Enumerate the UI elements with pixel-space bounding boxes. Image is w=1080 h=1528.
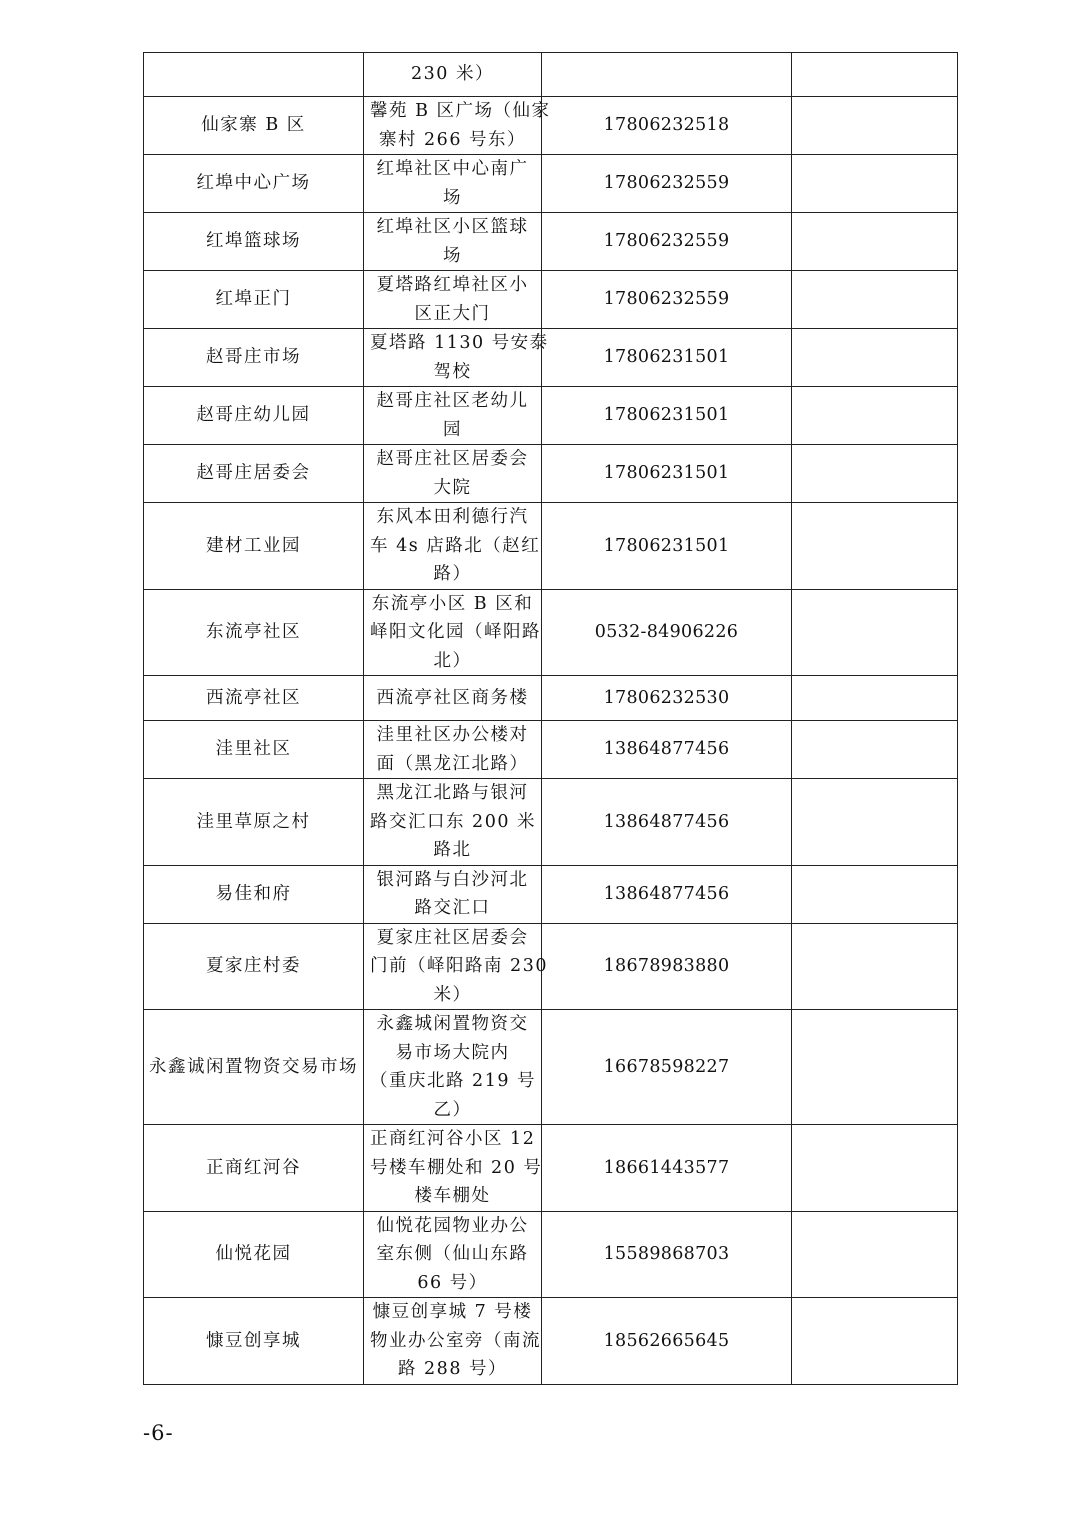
location-table [143, 52, 958, 1385]
note-cell [792, 1125, 958, 1212]
address-cell [364, 503, 542, 590]
address-line: 场 [443, 187, 462, 208]
address-line: 夏塔路红埠社区小 [376, 275, 529, 295]
table-row [144, 503, 958, 590]
table-body [144, 53, 958, 1385]
table-row [144, 1211, 958, 1298]
phone-cell: 17806231501 [542, 387, 792, 445]
address-line: 北） [433, 650, 472, 671]
address-line: 大院 [433, 477, 472, 498]
table-row [144, 387, 958, 445]
address-cell [364, 589, 542, 676]
note-cell [792, 1298, 958, 1385]
table-row [144, 53, 958, 97]
note-cell [792, 779, 958, 866]
phone-cell: 17806232530 [542, 676, 792, 721]
note-cell [792, 387, 958, 445]
phone-cell: 17806231501 [542, 329, 792, 387]
address-line: 驾校 [433, 361, 472, 382]
address-cell [364, 779, 542, 866]
address-cell [364, 97, 551, 155]
site-name-cell [144, 53, 364, 97]
table-row [144, 923, 958, 1010]
address-cell [364, 676, 542, 721]
address-line: 场 [443, 245, 462, 266]
table-row [144, 589, 958, 676]
address-line: 园 [443, 419, 462, 440]
address-cell [364, 865, 542, 923]
note-cell [792, 271, 958, 329]
phone-cell: 13864877456 [542, 779, 792, 866]
phone-cell: 0532-84906226 [542, 589, 792, 676]
address-line: 夏塔路 1130 号安泰 [370, 333, 549, 353]
phone-cell: 17806232559 [542, 213, 792, 271]
address-line: 寨村 266 号东） [378, 129, 527, 150]
address-line: 区正大门 [414, 303, 491, 324]
address-line: 赵哥庄社区老幼儿 [376, 391, 529, 411]
page-number: -6- [143, 1421, 174, 1445]
address-line: 黑龙江北路与银河 [376, 783, 529, 803]
address-line: 峄阳文化园（峄阳路 [370, 622, 541, 642]
phone-cell: 15589868703 [542, 1211, 792, 1298]
address-line: 仙悦花园物业办公 [376, 1215, 529, 1236]
address-line: 红埠社区中心南广 [376, 159, 529, 179]
address-cell [364, 1010, 542, 1125]
address-line: 易市场大院内 [395, 1042, 510, 1063]
phone-cell: 17806232559 [542, 271, 792, 329]
site-name-cell: 易佳和府 [144, 865, 364, 923]
phone-cell: 18661443577 [542, 1125, 792, 1212]
address-line: 车 4s 店路北（赵红 [370, 535, 541, 556]
phone-cell: 17806232559 [542, 155, 792, 213]
address-line: 门前（峄阳路南 230 [370, 956, 548, 976]
site-name-cell: 夏家庄村委 [144, 923, 364, 1010]
phone-cell: 18678983880 [542, 923, 792, 1010]
address-line: 乙） [433, 1099, 472, 1120]
address-line: 永鑫城闲置物资交 [376, 1014, 529, 1034]
phone-cell: 18562665645 [542, 1298, 792, 1385]
address-line: 路交汇口东 200 米 [370, 811, 537, 832]
note-cell [792, 155, 958, 213]
note-cell [792, 589, 958, 676]
address-cell [364, 1125, 542, 1212]
phone-cell: 13864877456 [542, 721, 792, 779]
site-name-cell: 仙家寨 B 区 [144, 97, 364, 155]
table-row [144, 1298, 958, 1385]
address-cell [364, 155, 542, 213]
note-cell [792, 97, 958, 155]
note-cell [792, 329, 958, 387]
address-cell [364, 1298, 542, 1385]
site-name-cell: 慷豆创享城 [144, 1298, 364, 1385]
address-cell [364, 271, 542, 329]
note-cell [792, 213, 958, 271]
table-row [144, 329, 958, 387]
address-line: （重庆北路 219 号 [370, 1071, 537, 1091]
address-line: 东流亭小区 B 区和 [371, 593, 534, 614]
address-cell [364, 1211, 542, 1298]
address-cell [364, 329, 549, 387]
site-name-cell: 赵哥庄居委会 [144, 445, 364, 503]
note-cell [792, 721, 958, 779]
address-line: 路北 [433, 840, 472, 860]
table-row [144, 155, 958, 213]
address-line: 夏家庄社区居委会 [376, 927, 529, 948]
address-line: 银河路与白沙河北 [376, 869, 529, 890]
site-name-cell: 红埠篮球场 [144, 213, 364, 271]
address-line: 66 号） [417, 1272, 488, 1293]
phone-cell: 17806231501 [542, 445, 792, 503]
note-cell [792, 923, 958, 1010]
note-cell [792, 1010, 958, 1125]
note-cell [792, 445, 958, 503]
site-name-cell: 西流亭社区 [144, 676, 364, 721]
address-line: 面（黑龙江北路） [376, 753, 529, 774]
site-name-cell: 正商红河谷 [144, 1125, 364, 1212]
site-name-cell: 建材工业园 [144, 503, 364, 590]
address-line: 物业办公室旁（南流 [370, 1330, 541, 1351]
table-row [144, 779, 958, 866]
site-name-cell: 永鑫诚闲置物资交易市场 [144, 1010, 364, 1125]
address-cell [364, 923, 548, 1010]
note-cell [792, 865, 958, 923]
address-cell [364, 213, 542, 271]
address-line: 慷豆创享城 7 号楼 [372, 1302, 533, 1322]
address-line: 红埠社区小区篮球 [376, 217, 529, 237]
note-cell [792, 503, 958, 590]
address-line: 正商红河谷小区 12 [370, 1129, 536, 1149]
site-name-cell: 赵哥庄幼儿园 [144, 387, 364, 445]
table-row [144, 721, 958, 779]
table-row [144, 97, 958, 155]
note-cell [792, 53, 958, 97]
address-line: 米） [433, 984, 472, 1005]
table-row [144, 1010, 958, 1125]
address-line: 230 米） [411, 64, 494, 85]
site-name-cell: 赵哥庄市场 [144, 329, 364, 387]
address-line: 路交汇口 [414, 898, 491, 918]
table-row [144, 676, 958, 721]
table-row [144, 865, 958, 923]
address-line: 洼里社区办公楼对 [376, 725, 529, 745]
phone-cell [542, 53, 792, 97]
address-line: 路） [433, 564, 472, 584]
table-row [144, 271, 958, 329]
phone-cell: 13864877456 [542, 865, 792, 923]
address-line: 号楼车棚处和 20 号 [370, 1157, 543, 1178]
site-name-cell: 仙悦花园 [144, 1211, 364, 1298]
table-row [144, 213, 958, 271]
phone-cell: 16678598227 [542, 1010, 792, 1125]
table-row [144, 445, 958, 503]
address-cell [364, 53, 542, 97]
address-cell [364, 387, 542, 445]
site-name-cell: 红埠正门 [144, 271, 364, 329]
note-cell [792, 676, 958, 721]
site-name-cell: 东流亭社区 [144, 589, 364, 676]
phone-cell: 17806232518 [542, 97, 792, 155]
address-cell [364, 721, 542, 779]
address-line: 西流亭社区商务楼 [376, 687, 529, 708]
site-name-cell: 洼里草原之村 [144, 779, 364, 866]
phone-cell: 17806231501 [542, 503, 792, 590]
site-name-cell: 洼里社区 [144, 721, 364, 779]
note-cell [792, 1211, 958, 1298]
address-line: 楼车棚处 [414, 1186, 491, 1206]
address-line: 赵哥庄社区居委会 [376, 449, 529, 469]
address-line: 东风本田利德行汽 [376, 507, 529, 527]
table-row [144, 1125, 958, 1212]
address-line: 室东侧（仙山东路 [376, 1244, 529, 1264]
site-name-cell: 红埠中心广场 [144, 155, 364, 213]
address-line: 馨苑 B 区广场（仙家 [370, 101, 551, 121]
address-line: 路 288 号） [397, 1359, 508, 1379]
address-cell [364, 445, 542, 503]
